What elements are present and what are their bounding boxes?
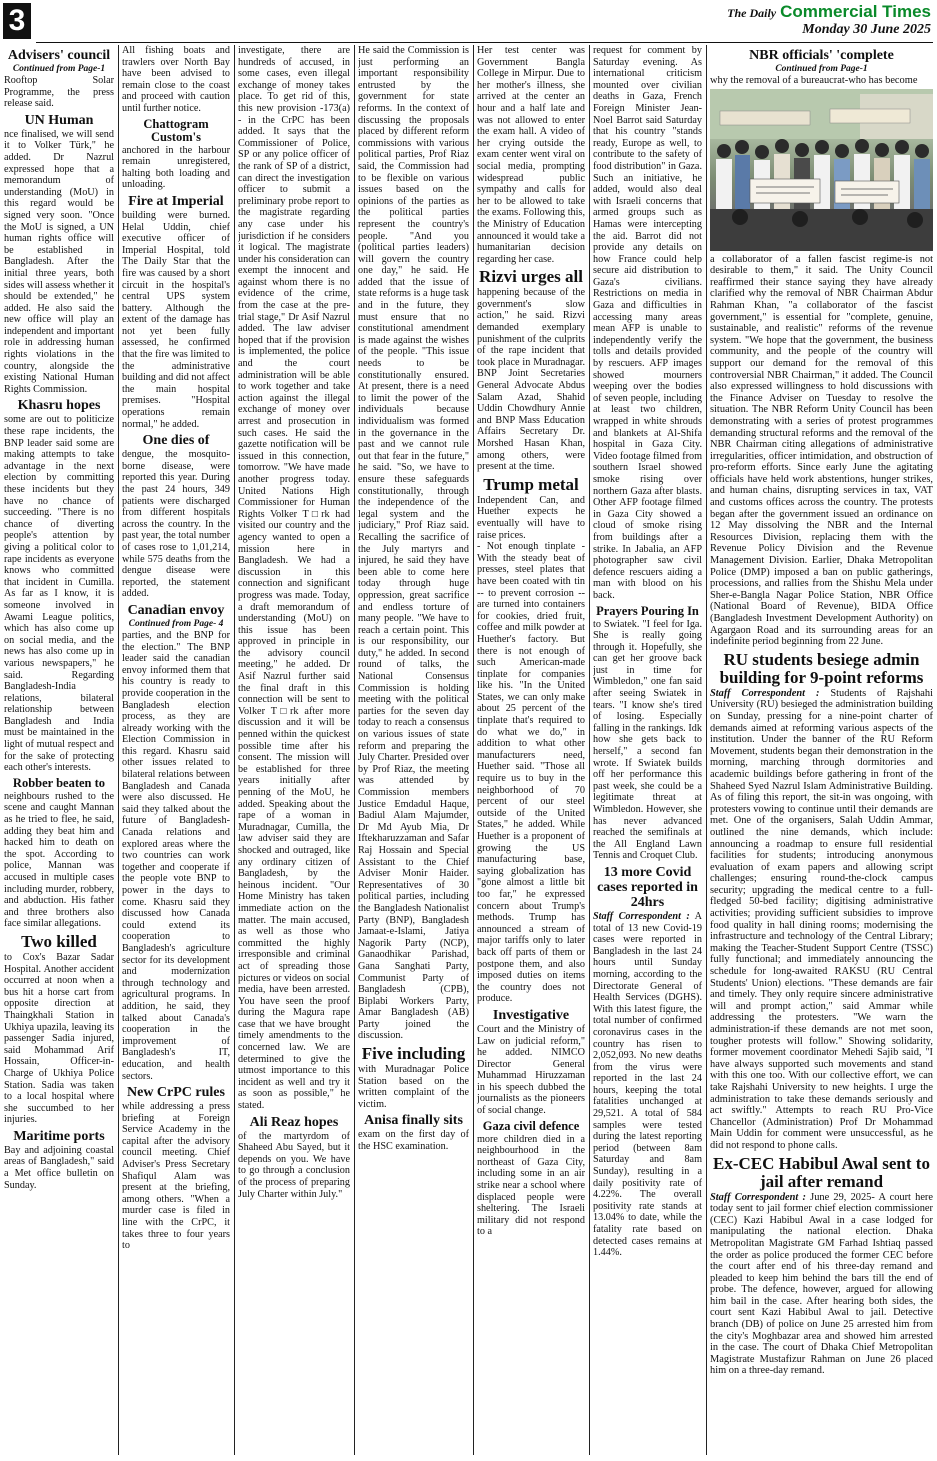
masthead — [727, 2, 931, 38]
article-text — [710, 1192, 933, 1378]
headline: Rizvi urges all — [479, 267, 583, 287]
article-text: - Not enough tinplate - With the steady beat of presses, steel plates that have been coated with tin -- to prevent corrosion -- are turned into containers for cookies, dried fruit, coffee and milk powder at Huether's factory. But there is not enough of such American-made tinplate for companies like his. "In the United States, we can only make about 25 percent of the tinplate that's required to do what we do," in addition to what other manufacturers need, Huether said. "Those all require us to buy in the neighborhood of 70 percent of our steel outside of the United States," he added. While Huether is a proponent of growing the US manufacturing base, saying globalization has "gone almost a little bit too far," he expressed concern about Trump's methods. Trump has announced a stream of major tariffs only to later back off parts of them or postpone them, and also imposed duties on items the country does not produce. — [477, 541, 585, 1005]
column-2 — [122, 45, 230, 1455]
headline: Advisers' council — [7, 48, 111, 63]
article-text: A total of 13 new Covid-19 cases were reported in Bangladesh in the last 24 hours until Sunday morning, according to the Directorate General of Health Services (DGHS). With this latest figure, the total number of confirmed coronavirus cases in the country has risen to 2,052,093. No new deaths from the virus were reported in the last 24 hours, keeping the total fatalities unchanged at 29,521. A total of 584 samples were tested during the latest reporting period (between 8am Saturday and 8am Sunday), resulting in a daily positivity rate of 4.22%. The overall positivity rate stands at 13.04% to date, while the fatality rate based on detected cases remains at 1.44%. — [593, 910, 702, 1259]
article-text: happening because of the government's slow action," he said. Rizvi demanded exemplary punishment of the culprits of the rape incident that took place in Muradnagar. BNP Joint Secretaries General Advocate Abdus Salam Azad, Shahid Uddin Chowdhury Annie and BNP Mass Education Affairs Secretary Dr. Morshed Hasan Khan, among others, were present at the time. — [477, 287, 585, 473]
article-text: Independent Can, and Huether expects he eventually will have to raise prices. — [477, 494, 585, 541]
headline: Trump metal — [483, 474, 579, 494]
article-text: of the martyrdom of Shaheed Abu Sayed, but it depends on you. We have to go through a conclusion of the process of preparing July Charter within July." — [238, 1130, 350, 1200]
headline: NBR officials' 'complete — [749, 48, 894, 63]
column-rule — [234, 45, 235, 1455]
article-text: June 29, 2025- A court here today sent to jail former chief election commissioner (CEC) Kazi Habibul Awal in a case lodged for manipulating the national election. Dhaka Metropolitan Magistrate GM Farhad Ishtiaq passed the order as police produced the former CEC before the court after end of his three-day remand and pleaded to keep him behind the bars till the end of probe. The defence, however, argued for allowing him bail in the case. After hearing both sides, the court sent Kazi Habibul Awal to jail. Detective branch (DB) of police on June 25 arrested him from the city's Moghbazar area and showed him arrested in the case. The court of Dhaka Chief Metropolitan Magistrate Mustafizur Rahman on June 26 placed him on a three-day remand. — [710, 1191, 933, 1377]
column-6 — [593, 45, 702, 1455]
article-text: He said the Commission is just performing an important responsibility entrusted by the government for state reforms. In the context of discussing the proposals placed by different reform commissions with various political parties, Prof Riaz said, the Commission had to be flexible on various issues based on the opinions of the parties as the political parties represent the country's people. "And you (political parties leaders) will govern the country one day," he said. He added that the issue of state reforms is a huge task and in the future, they must ensure that no constitutional amendment is made against the wishes of the people. "This issue needs to be constitutionally ensured. At present, there is a need to limit the power of the individuals because individualism was formed in the governance in the past and we cannot rule out that fear in the future," he said. "So, we have to ensure these safeguards constitutionally, through the independence of the legal system and the judiciary," Prof Riaz said. Recalling the sacrifice of the July martyrs and injured, he said they have been able to come here today through huge oppression, great sacrifice and endless torture of many people. "We have to reach a certain point. This is our responsibility, our duty," he added. In second round of talks, the National Consensus Commission is holding meeting with the political parties for the seven day today to reach a consensus on various issues of state reform and preparing the July Charter. Presided over by Prof Riaz, the meeting was attended by Commission members Justice Emdadul Haque, Badiul Alam Majumder, Dr Md Ayub Mia, Dr Iftekharuzzaman and Safar Raj Hossain and Special Assistant to the Chief Adviser Monir Haider. Representatives of 30 political parties, including the Bangladesh Nationalist Party (BNP), Bangladesh Jamaat-e-Islami, Jatiya Nagorik Party (NCP), Ganaodhikar Parishad, Gana Sanghati Party, Communist Party of Bangladesh (CPB), Biplabi Workers Party, Amar Bangladesh (AB) Party joined the discussion. — [358, 45, 469, 1042]
headline: Ali Reaz hopes — [249, 1114, 339, 1130]
column-7 — [710, 45, 933, 1455]
column-rule — [589, 45, 590, 1455]
headline: Robber beaten to — [12, 775, 106, 790]
headline: Gaza civil defence — [482, 1118, 580, 1133]
headline: Investigative — [492, 1007, 570, 1023]
article-text: request for comment by Saturday evening. As international criticism mounted over civilian deaths in Gaza, French Foreign Minister Jean-Noel Barrot said Saturday that his country "stands ready, Europe as well, to contribute to the safety of food distribution" in Gaza. Such an initiative, he added, would also deal with Israeli concerns that armed groups such as Hamas were intercepting the aid. Barrot did not provide any details on how France could help secure aid distribution to Gaza's civilians. Restrictions on media in Gaza and difficulties in accessing many areas mean AFP is unable to independently verify the tolls and details provided by rescuers. AFP images showed mourners weeping over the bodies of seven people, including at least two children, wrapped in white shrouds and blankets at Al-Shifa hospital in Gaza City. Video footage filmed from southern Israel showed smoke rising over northern Gaza after blasts. Other AFP footage filmed in Gaza City showed a cloud of smoke rising from buildings after a strike. In Jabalia, an AFP photographer saw civil defence rescuers aiding a man with blood on his back. — [593, 45, 702, 601]
issue-date: Monday 30 June 2025 — [802, 22, 931, 37]
masthead-the: The Daily — [727, 6, 777, 20]
headline: One dies of — [142, 433, 210, 449]
byline: Staff Correspondent : — [710, 1191, 806, 1203]
article-text: more children died in a neighbourhood in the northeast of Gaza City, including some in an air strike near a school where displaced people were sheltering. The Israeli military did not respond to a — [477, 1133, 585, 1238]
headline: Ex-CEC Habibul Awal sent to jail after remand — [713, 1153, 930, 1191]
article-text: exam on the first day of the HSC examination. — [358, 1129, 469, 1153]
headline: Khasru hopes — [17, 398, 101, 414]
article-text: Her test center was Government Bangla College in Mirpur. Due to her mother's illness, she arrived at the center an hour and a half late and was not allowed to enter the exam hall. A video of her crying outside the exam center went viral on social media, prompting widespread public sympathy and calls for her to be allowed to take the exams. Following this, the Ministry of Education announced it would take a humanitarian decision regarding her case. — [477, 45, 585, 265]
headline: RU students besiege admin building for 9-point reforms — [719, 649, 924, 687]
article-text — [710, 688, 933, 1152]
article-text: Bay and adjoining coastal areas of Bangladesh," said a Met office bulletin on Sunday. — [4, 1144, 114, 1191]
continued-note: Continued from Page- 4 — [128, 618, 224, 629]
headline: Maritime ports — [13, 1128, 105, 1144]
column-rule — [354, 45, 355, 1455]
column-rule — [473, 45, 474, 1455]
column-rule — [706, 45, 707, 1455]
headline: Two killed — [21, 931, 97, 951]
headline: Chattogram Custom's — [143, 116, 209, 144]
article-text: to Cox's Bazar Sadar Hospital. Another accident occurred at noon when a bus hit a horse cart from opposite direction at Thaingkhali Station in Ukhiya upazila, leaving its passenger Sadia injured, said Mohammad Arif Hossain, Officer-in-Charge of Ukhiya Police Station. Sadia was taken to a local hospital where she succumbed to her injuries. — [4, 951, 114, 1126]
column-1 — [4, 45, 114, 1455]
column-4 — [358, 45, 469, 1455]
article-text: Court and the Ministry of Law on judicial reform," he added. NIMCO Director General Muhammad Hiruzzaman in his speech dubbed the journalists as the pioneers of social change. — [477, 1023, 585, 1117]
headline: Five including — [361, 1044, 466, 1064]
continued-note: Continued from Page-1 — [775, 64, 868, 74]
column-3 — [238, 45, 350, 1455]
article-text: Rooftop Solar Programme, the press release said. — [4, 75, 114, 110]
continued-note: Continued from Page-1 — [12, 64, 106, 74]
headline: UN Human — [24, 112, 94, 128]
article-text: nce finalised, we will send it to Volker Türk," he added. Dr Nazrul expressed hope that a memorandum of understanding (MoU) in this regard would be signed very soon. "Once the MoU is signed, a UN human rights office will be established in Bangladesh. After the initial three years, both sides will assess whether it should be extended," he added. He also said the new office will play an independent and important role in addressing human rights violations in the country, alongside the existing National Human Rights Commission. — [4, 128, 114, 395]
article-text: parties, and the BNP for the election." The BNP leader said the canadian envoy informed them that his country is ready to provide cooperation in the Bangladesh election process, as they are already working with the Election Commission in this regard. Khasru said other issues related to bilateral relations between Bangladesh and Canada were also discussed. He said they talked about the future of Bangladesh-Canada relations and explored areas where the two countries can work together and cooperate if the people vote BNP to power in the days to come. Khasru said they discussed how Canada could extend its cooperation to Bangladesh's agriculture sector for its development and modernization through technology and agricultural programs. In addition, he said, they talked about Canada's cooperation in the improvement of Bangladesh's IT, education, and health sectors. — [122, 629, 230, 1082]
article-text: with Muradnagar Police Station based on the written complaint of the victim. — [358, 1064, 469, 1110]
byline: Staff Correspondent : — [710, 687, 820, 699]
headline: Canadian envoy — [127, 602, 225, 618]
byline: Staff Correspondent : — [593, 910, 690, 922]
article-text: investigate, there are hundreds of accused, in some cases, even illegal exchange of money takes place. To get rid of this, this new provision -173(a) - in the CrPC has been added. It says that the Commissioner of Police, SP or any police officer of the rank of SP of a district, can direct the investigation officer to submit a preliminary probe report to the magistrate regarding any case under his jurisdiction if he considers it logical. The magistrate under his consideration can exempt the innocent and against whom there is no evidence of the crime, from the case at the pre-trial stage," Dr Asif Nazrul added. The law adviser hoped that if the provision is implemented, the police and the court administration will be able to work together and take action against the illegal exchange of money over arrest and prosecution in such cases. He said the gazette notification will be issued in this connection, tomorrow. "We have made another progress today. United Nations High Commissioner for Human Rights Volker T□rk had visited our country and the agency wanted to open a mission here in Bangladesh. We had a discussion in this connection and significant progress was made. Today, a draft memorandum of understanding (MoU) on this issue has been approved in principle in the advisory council meeting," he added. Dr Asif Nazrul further said the final draft in this connection will be sent to Volker T□rk after more discussion and it will be penned within the quickest possible time after his consent. The mission will be established for three years initially after penning of the MoU, he added. Speaking about the rape of a woman in Muradnagar, Cumilla, the law adviser said they are shocked and outraged, like any ordinary citizen of Bangladesh, by the heinous incident. "Our Home Ministry has taken immediate action on the matter. The main accused, as well as those who committed the highly irresponsible and criminal act of spreading those pictures or videos on social media, have been arrested. You have seen the proof during the Magura rape case that we have brought timely amendments to the concerned law. We are determined to give the utmost importance to this incident as well and try it as soon as possible," he stated. — [238, 45, 350, 1112]
page-number: 3 — [3, 3, 31, 39]
article-text: while addressing a press briefing at Foreign Service Academy in the capital after the advisory council meeting. Chief Adviser's Press Secretary Shafiqul Alam was present at the briefing, among others. "When a murder case is filed in line with the CrPC, it takes three to four years to — [122, 1101, 230, 1252]
article-text: some are out to politicize these rape incidents, the BNP leader said some are making attempts to take advantage in the next election by committing these incidents but they have no chance of succeeding. "There is no chance of diverting people's attention by giving a political color to rape incidents as everyone knows who committed that incident in Cumilla. As far as I know, it is someone involved in Awami League politics, which has also come up on social media, and the news has also come up in various newspapers," he said. Regarding Bangladesh-India relations, bilateral relationship between Bangladesh and India must be maintained in the light of mutual respect and for the sake of protecting each other's interests. — [4, 414, 114, 774]
headline: Fire at Imperial — [128, 193, 224, 209]
article-text: anchored in the harbour remain unregistered, halting both loading and unloading. — [122, 144, 230, 191]
protest-photo-image — [710, 89, 933, 251]
headline: New CrPC rules — [127, 1085, 225, 1101]
article-text: to Swiatek. "I feel for Iga. She is really going through it. Hopefully, she can get her groove back just in time for Wimbledon," one fan said after seeing Swiatek in tears. "I know she's tired of losing. Especially falling in the rankings. Idk how she gets back to herself," a second fan wrote. If Swiatek builds off her performance this past week, she could be a legitimate threat at Wimbledon. However, she has never advanced reached the semifinals at the All England Lawn Tennis and Croquet Club. — [593, 618, 702, 862]
column-rule — [118, 45, 119, 1455]
headline: 13 more Covid cases reported in 24hrs — [597, 864, 698, 910]
article-text: building were burned. Helal Uddin, chief executive officer of Imperial Hospital, told The Daily Star that the fire was caused by a short circuit in the hospital's central UPS system battery. Although the extent of the damage has not yet been fully assessed, he confirmed that the fire was limited to the administrative building and did not affect the main hospital premises. "Hospital operations remain normal," he added. — [122, 209, 230, 430]
article-text: Students of Rajshahi University (RU) besieged the administration building on Sunday, pressing for a nine-point charter of demands aimed at reforming various aspects of the institution. Under the banner of the RU Reform Movement, students began their demonstration in the morning, marching through dormitories and academic buildings before gathering in front of the Shaheed Syed Nazrul Islam Administrative Building. As of filing this report, the sit-in was ongoing, with protesters vowing to continue until their demands are met. One of the organisers, Salah Uddin Ammar, outlined the nine demands, which include: announcing a roadmap to ensure full residential facilities for students; introducing anonymous evaluation of exam papers and allowing script challenges; ensuring round-the-clock campus security; upgrading the medical centre to a full-fledged 50-bed facility; digitising administrative activities; providing sufficient subsidies to improve food quality in hall dining rooms; modernising the infrastructure and technology of the Central Library; making the Teacher-Student Support Centre (TSSC) fully functional; and immediately announcing the schedule for long-awaited RAKSU (RU Central Students' Union) elections. "These demands are fair and timely. They only require sincere administrative will and prompt action," said Ammar while addressing the protesters. "We warn the administration-if these demands are not met soon, tougher protests will follow." Showing solidarity, former movement coordinator Mehedi Sajib said, "I have always supported such movements and stand with this one too. With our collective effort, we can take Rajshahi University to new heights. I urge the administration to take these demands seriously and act swiftly." Attempts to reach RU Pro-Vice Chancellor (Administration) Prof Dr Mohammad Main Uddin for comment were unsuccessful, as he did not respond to phone calls. — [710, 687, 933, 1151]
article-text: All fishing boats and trawlers over North Bay have been advised to remain close to the coast and proceed with caution until further notice. — [122, 45, 230, 114]
protest-photo — [710, 89, 933, 251]
article-text: a collaborator of a fallen fascist regime-is not desirable to them," it said. The Unity Council reaffirmed their stance saying they have already clarified why the removal of NBR Chairman Abdur Rahman Khan, "a collaborator of the fascist government," is essential for "complete, genuine, sustainable, and realistic" reforms of the revenue system. "We hope that the government, the business community, and the people of the country will support our demand for the removal of this controversial NBR Chairman," it added. The Council also expressed willingness to hold discussions with the Finance Adviser on Tuesday to resolve the situation. The NBR Reform Unity Council has been demonstrating with a series of protest programmes demanding structural reforms and the removal of the NBR Chairman citing allegations of administrative irregularities, officer intimidation, and obstruction of pro-reform efforts. Since early June the agitating officials have held work abstentions, hunger strikes, and human chains, disrupting services in tax, VAT and customs offices across the country. The protests began after the government issued an ordinance on 12 May dissolving the NBR and the Internal Resources Division, replacing them with the Revenue Policy Division and the Revenue Management Division. Earlier, Dhaka Metropolitan Police (DMP) imposed a ban on public gatherings, processions, and rallies from the Shishu Mela under Sher-e-Bangla Nagar Police Station, NBR Office (National Board of Revenue), BIDA Office (Bangladesh Investment Development Authority) on Agargaon Road and its surrounding areas for an indefinite period beginning from 22 June. — [710, 253, 933, 648]
article-text: neighbours rushed to the scene and caught Mannan as he tried to flee, he said, adding they beat him and hacked him to death on the spot. According to police, Mannan was accused in multiple cases including murder, robbery, and abduction. His father and three brothers also face similar allegations. — [4, 790, 114, 930]
article-text — [593, 911, 702, 1259]
masthead-name: Commercial Times — [780, 2, 931, 21]
headline: Prayers Pouring In — [596, 603, 699, 618]
column-5 — [477, 45, 585, 1455]
article-text: dengue, the mosquito-borne disease, were reported this year. During the past 24 hours, 349 patients were discharged from different hospitals across the country. In the past year, the total number of cases rose to 1,01,214, while 575 deaths from the dengue disease were reported, the statement added. — [122, 449, 230, 600]
headline: Anisa finally sits — [364, 1113, 463, 1129]
article-text: why the removal of a bureaucrat-who has become — [710, 75, 918, 86]
masthead-rule — [36, 42, 933, 43]
